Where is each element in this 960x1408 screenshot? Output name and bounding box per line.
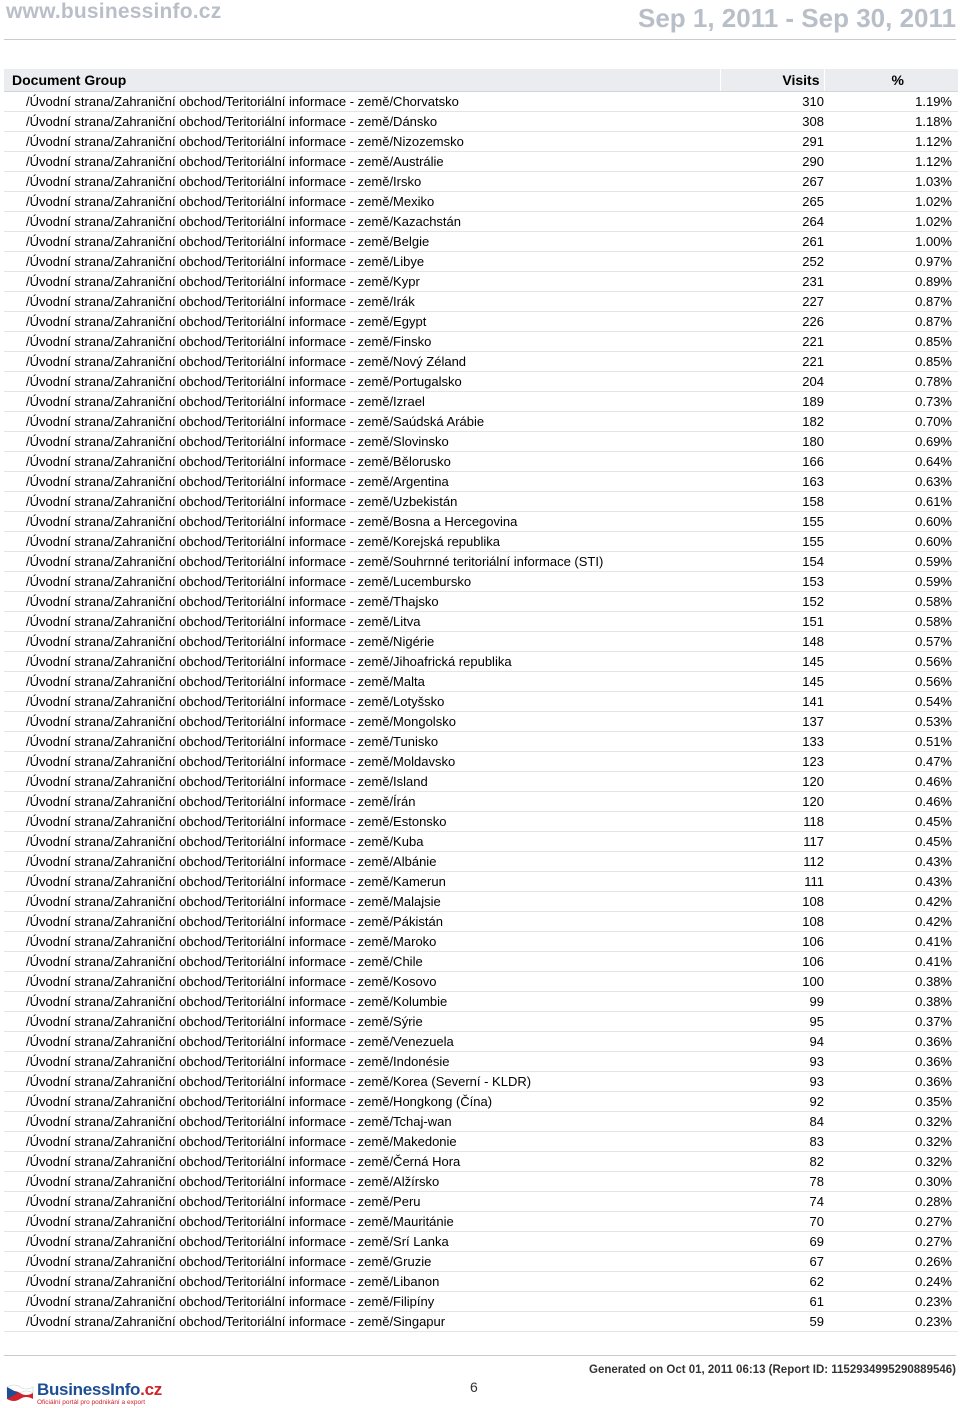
visits-cell: 62 xyxy=(720,1272,824,1292)
document-group-cell: /Úvodní strana/Zahraniční obchod/Teritoriální informace - země/Saúdská Arábie xyxy=(4,412,720,432)
document-group-cell: /Úvodní strana/Zahraniční obchod/Teritoriální informace - země/Makedonie xyxy=(4,1132,720,1152)
visits-cell: 111 xyxy=(720,872,824,892)
visits-cell: 106 xyxy=(720,952,824,972)
table-row xyxy=(4,832,958,852)
visits-cell: 155 xyxy=(720,512,824,532)
table-row xyxy=(4,412,958,432)
percent-cell: 0.45% xyxy=(824,812,958,832)
table-row xyxy=(4,272,958,292)
percent-cell: 0.70% xyxy=(824,412,958,432)
table-row xyxy=(4,312,958,332)
document-group-cell: /Úvodní strana/Zahraniční obchod/Teritoriální informace - země/Pákistán xyxy=(4,912,720,932)
document-group-cell: /Úvodní strana/Zahraniční obchod/Teritoriální informace - země/Litva xyxy=(4,612,720,632)
visits-cell: 264 xyxy=(720,212,824,232)
visits-cell: 145 xyxy=(720,672,824,692)
document-group-cell: /Úvodní strana/Zahraniční obchod/Teritoriální informace - země/Tchaj-wan xyxy=(4,1112,720,1132)
table-row xyxy=(4,1192,958,1212)
visits-cell: 118 xyxy=(720,812,824,832)
percent-cell: 0.59% xyxy=(824,552,958,572)
percent-cell: 0.64% xyxy=(824,452,958,472)
table-row xyxy=(4,572,958,592)
document-group-cell: /Úvodní strana/Zahraniční obchod/Teritoriální informace - země/Moldavsko xyxy=(4,752,720,772)
percent-cell: 0.51% xyxy=(824,732,958,752)
visits-cell: 92 xyxy=(720,1092,824,1112)
percent-cell: 0.23% xyxy=(824,1292,958,1312)
table-row xyxy=(4,172,958,192)
percent-cell: 1.02% xyxy=(824,192,958,212)
visits-cell: 120 xyxy=(720,792,824,812)
table-header-row xyxy=(4,69,958,92)
visits-cell: 204 xyxy=(720,372,824,392)
percent-cell: 1.19% xyxy=(824,92,958,112)
logo-name: BusinessInfo xyxy=(37,1380,141,1399)
percent-cell: 0.78% xyxy=(824,372,958,392)
document-group-cell: /Úvodní strana/Zahraniční obchod/Teritoriální informace - země/Singapur xyxy=(4,1312,720,1332)
document-group-cell: /Úvodní strana/Zahraniční obchod/Teritoriální informace - země/Kamerun xyxy=(4,872,720,892)
table-body xyxy=(4,92,958,1332)
visits-cell: 84 xyxy=(720,1112,824,1132)
document-group-cell: /Úvodní strana/Zahraniční obchod/Teritoriální informace - země/Kuba xyxy=(4,832,720,852)
table-row xyxy=(4,792,958,812)
document-group-cell: /Úvodní strana/Zahraniční obchod/Teritoriální informace - země/Venezuela xyxy=(4,1032,720,1052)
percent-cell: 0.35% xyxy=(824,1092,958,1112)
visits-cell: 141 xyxy=(720,692,824,712)
document-group-cell: /Úvodní strana/Zahraniční obchod/Teritoriální informace - země/Mongolsko xyxy=(4,712,720,732)
visits-cell: 182 xyxy=(720,412,824,432)
percent-cell: 1.12% xyxy=(824,152,958,172)
percent-cell: 0.63% xyxy=(824,472,958,492)
table-row xyxy=(4,892,958,912)
businessinfo-logo xyxy=(6,1377,162,1407)
percent-cell: 0.36% xyxy=(824,1032,958,1052)
visits-cell: 221 xyxy=(720,332,824,352)
document-group-cell: /Úvodní strana/Zahraniční obchod/Teritoriální informace - země/Kolumbie xyxy=(4,992,720,1012)
table-row xyxy=(4,212,958,232)
document-group-cell: /Úvodní strana/Zahraniční obchod/Teritoriální informace - země/Írán xyxy=(4,792,720,812)
visits-cell: 166 xyxy=(720,452,824,472)
table-row xyxy=(4,712,958,732)
table-row xyxy=(4,672,958,692)
table-row xyxy=(4,932,958,952)
document-group-cell: /Úvodní strana/Zahraniční obchod/Teritoriální informace - země/Jihoafrická republika xyxy=(4,652,720,672)
percent-cell: 0.54% xyxy=(824,692,958,712)
visits-cell: 151 xyxy=(720,612,824,632)
table-row xyxy=(4,512,958,532)
visits-cell: 158 xyxy=(720,492,824,512)
visits-cell: 108 xyxy=(720,912,824,932)
visits-cell: 69 xyxy=(720,1232,824,1252)
visits-cell: 261 xyxy=(720,232,824,252)
visits-cell: 154 xyxy=(720,552,824,572)
table-row xyxy=(4,1072,958,1092)
document-group-cell: /Úvodní strana/Zahraniční obchod/Teritoriální informace - země/Thajsko xyxy=(4,592,720,612)
table-row xyxy=(4,152,958,172)
document-group-cell: /Úvodní strana/Zahraniční obchod/Teritoriální informace - země/Irák xyxy=(4,292,720,312)
table-row xyxy=(4,1152,958,1172)
percent-cell: 1.00% xyxy=(824,232,958,252)
table-row xyxy=(4,1132,958,1152)
report-header xyxy=(0,0,960,36)
document-group-cell: /Úvodní strana/Zahraniční obchod/Teritoriální informace - země/Estonsko xyxy=(4,812,720,832)
percent-cell: 0.58% xyxy=(824,612,958,632)
visits-cell: 148 xyxy=(720,632,824,652)
visits-cell: 145 xyxy=(720,652,824,672)
document-group-cell: /Úvodní strana/Zahraniční obchod/Teritoriální informace - země/Nový Zéland xyxy=(4,352,720,372)
table-row xyxy=(4,592,958,612)
table-row xyxy=(4,92,958,112)
percent-cell: 0.56% xyxy=(824,672,958,692)
visits-cell: 152 xyxy=(720,592,824,612)
table-row xyxy=(4,1052,958,1072)
visits-cell: 74 xyxy=(720,1192,824,1212)
percent-cell: 0.42% xyxy=(824,892,958,912)
visits-cell: 227 xyxy=(720,292,824,312)
percent-cell: 0.85% xyxy=(824,352,958,372)
table-row xyxy=(4,132,958,152)
document-group-cell: /Úvodní strana/Zahraniční obchod/Teritoriální informace - země/Chorvatsko xyxy=(4,92,720,112)
document-group-cell: /Úvodní strana/Zahraniční obchod/Teritoriální informace - země/Korejská republika xyxy=(4,532,720,552)
percent-cell: 0.56% xyxy=(824,652,958,672)
visits-cell: 59 xyxy=(720,1312,824,1332)
percent-cell: 0.46% xyxy=(824,792,958,812)
table-row xyxy=(4,1012,958,1032)
table-row xyxy=(4,812,958,832)
percent-cell: 0.36% xyxy=(824,1072,958,1092)
visits-cell: 67 xyxy=(720,1252,824,1272)
document-group-cell: /Úvodní strana/Zahraniční obchod/Teritoriální informace - země/Chile xyxy=(4,952,720,972)
percent-cell: 0.60% xyxy=(824,532,958,552)
document-group-cell: /Úvodní strana/Zahraniční obchod/Teritoriální informace - země/Mauritánie xyxy=(4,1212,720,1232)
document-group-cell: /Úvodní strana/Zahraniční obchod/Teritoriální informace - země/Malta xyxy=(4,672,720,692)
table-row xyxy=(4,452,958,472)
document-group-cell: /Úvodní strana/Zahraniční obchod/Teritoriální informace - země/Slovinsko xyxy=(4,432,720,452)
percent-cell: 0.53% xyxy=(824,712,958,732)
column-header-visits: Visits xyxy=(720,69,824,92)
percent-cell: 0.23% xyxy=(824,1312,958,1332)
document-group-cell: /Úvodní strana/Zahraniční obchod/Teritoriální informace - země/Malajsie xyxy=(4,892,720,912)
table-row xyxy=(4,352,958,372)
table-row xyxy=(4,192,958,212)
document-group-cell: /Úvodní strana/Zahraniční obchod/Teritoriální informace - země/Argentina xyxy=(4,472,720,492)
visits-cell: 94 xyxy=(720,1032,824,1052)
table-row xyxy=(4,492,958,512)
visits-cell: 70 xyxy=(720,1212,824,1232)
document-group-cell: /Úvodní strana/Zahraniční obchod/Teritoriální informace - země/Island xyxy=(4,772,720,792)
table-row xyxy=(4,432,958,452)
table-row xyxy=(4,232,958,252)
percent-cell: 0.97% xyxy=(824,252,958,272)
document-group-cell: /Úvodní strana/Zahraniční obchod/Teritoriální informace - země/Nizozemsko xyxy=(4,132,720,152)
document-group-table xyxy=(4,69,958,1332)
percent-cell: 0.32% xyxy=(824,1152,958,1172)
percent-cell: 0.42% xyxy=(824,912,958,932)
visits-cell: 153 xyxy=(720,572,824,592)
percent-cell: 0.60% xyxy=(824,512,958,532)
document-group-cell: /Úvodní strana/Zahraniční obchod/Teritoriální informace - země/Irsko xyxy=(4,172,720,192)
document-group-cell: /Úvodní strana/Zahraniční obchod/Teritoriální informace - země/Portugalsko xyxy=(4,372,720,392)
document-group-cell: /Úvodní strana/Zahraniční obchod/Teritoriální informace - země/Lotyšsko xyxy=(4,692,720,712)
document-group-cell: /Úvodní strana/Zahraniční obchod/Teritoriální informace - země/Egypt xyxy=(4,312,720,332)
document-group-cell: /Úvodní strana/Zahraniční obchod/Teritoriální informace - země/Maroko xyxy=(4,932,720,952)
percent-cell: 0.61% xyxy=(824,492,958,512)
percent-cell: 0.43% xyxy=(824,872,958,892)
visits-cell: 226 xyxy=(720,312,824,332)
percent-cell: 0.38% xyxy=(824,972,958,992)
document-group-cell: /Úvodní strana/Zahraniční obchod/Teritoriální informace - země/Austrálie xyxy=(4,152,720,172)
percent-cell: 0.89% xyxy=(824,272,958,292)
document-group-cell: /Úvodní strana/Zahraniční obchod/Teritoriální informace - země/Černá Hora xyxy=(4,1152,720,1172)
document-group-cell: /Úvodní strana/Zahraniční obchod/Teritoriální informace - země/Bosna a Hercegovina xyxy=(4,512,720,532)
percent-cell: 0.41% xyxy=(824,952,958,972)
table-row xyxy=(4,532,958,552)
date-range: Sep 1, 2011 - Sep 30, 2011 xyxy=(637,3,956,33)
column-header-percent: % xyxy=(824,69,958,92)
visits-cell: 100 xyxy=(720,972,824,992)
header-divider xyxy=(4,39,956,40)
percent-cell: 0.57% xyxy=(824,632,958,652)
percent-cell: 0.30% xyxy=(824,1172,958,1192)
table-row xyxy=(4,392,958,412)
visits-cell: 120 xyxy=(720,772,824,792)
page-number: 6 xyxy=(470,1379,478,1395)
percent-cell: 0.47% xyxy=(824,752,958,772)
percent-cell: 0.38% xyxy=(824,992,958,1012)
table-row xyxy=(4,1212,958,1232)
table-row xyxy=(4,112,958,132)
document-group-cell: /Úvodní strana/Zahraniční obchod/Teritoriální informace - země/Gruzie xyxy=(4,1252,720,1272)
percent-cell: 0.87% xyxy=(824,312,958,332)
visits-cell: 93 xyxy=(720,1072,824,1092)
table-row xyxy=(4,772,958,792)
visits-cell: 99 xyxy=(720,992,824,1012)
percent-cell: 0.32% xyxy=(824,1132,958,1152)
visits-cell: 82 xyxy=(720,1152,824,1172)
percent-cell: 0.73% xyxy=(824,392,958,412)
visits-cell: 308 xyxy=(720,112,824,132)
table-row xyxy=(4,972,958,992)
site-url: www.businessinfo.cz xyxy=(6,0,222,23)
table-row xyxy=(4,652,958,672)
document-group-cell: /Úvodní strana/Zahraniční obchod/Teritoriální informace - země/Izrael xyxy=(4,392,720,412)
table-row xyxy=(4,612,958,632)
visits-cell: 117 xyxy=(720,832,824,852)
table-row xyxy=(4,252,958,272)
visits-cell: 133 xyxy=(720,732,824,752)
table-row xyxy=(4,952,958,972)
table-row xyxy=(4,1092,958,1112)
document-group-cell: /Úvodní strana/Zahraniční obchod/Teritoriální informace - země/Finsko xyxy=(4,332,720,352)
table-row xyxy=(4,1312,958,1332)
table-row xyxy=(4,1232,958,1252)
percent-cell: 0.27% xyxy=(824,1212,958,1232)
table-row xyxy=(4,1112,958,1132)
document-group-cell: /Úvodní strana/Zahraniční obchod/Teritoriální informace - země/Hongkong (Čína) xyxy=(4,1092,720,1112)
document-group-cell: /Úvodní strana/Zahraniční obchod/Teritoriální informace - země/Dánsko xyxy=(4,112,720,132)
document-group-cell: /Úvodní strana/Zahraniční obchod/Teritoriální informace - země/Libanon xyxy=(4,1272,720,1292)
visits-cell: 95 xyxy=(720,1012,824,1032)
visits-cell: 83 xyxy=(720,1132,824,1152)
percent-cell: 1.02% xyxy=(824,212,958,232)
visits-cell: 252 xyxy=(720,252,824,272)
document-group-cell: /Úvodní strana/Zahraniční obchod/Teritoriální informace - země/Bělorusko xyxy=(4,452,720,472)
visits-cell: 267 xyxy=(720,172,824,192)
document-group-cell: /Úvodní strana/Zahraniční obchod/Teritoriální informace - země/Alžírsko xyxy=(4,1172,720,1192)
document-group-cell: /Úvodní strana/Zahraniční obchod/Teritoriální informace - země/Korea (Severní - KLDR) xyxy=(4,1072,720,1092)
visits-cell: 291 xyxy=(720,132,824,152)
document-group-cell: /Úvodní strana/Zahraniční obchod/Teritoriální informace - země/Lucembursko xyxy=(4,572,720,592)
visits-cell: 137 xyxy=(720,712,824,732)
percent-cell: 1.12% xyxy=(824,132,958,152)
table-row xyxy=(4,1292,958,1312)
visits-cell: 265 xyxy=(720,192,824,212)
table-row xyxy=(4,1252,958,1272)
percent-cell: 1.03% xyxy=(824,172,958,192)
visits-cell: 78 xyxy=(720,1172,824,1192)
visits-cell: 93 xyxy=(720,1052,824,1072)
visits-cell: 231 xyxy=(720,272,824,292)
document-group-cell: /Úvodní strana/Zahraniční obchod/Teritoriální informace - země/Albánie xyxy=(4,852,720,872)
document-group-cell: /Úvodní strana/Zahraniční obchod/Teritoriální informace - země/Belgie xyxy=(4,232,720,252)
visits-cell: 290 xyxy=(720,152,824,172)
visits-cell: 310 xyxy=(720,92,824,112)
table-row xyxy=(4,692,958,712)
table-row xyxy=(4,1172,958,1192)
percent-cell: 0.27% xyxy=(824,1232,958,1252)
percent-cell: 0.87% xyxy=(824,292,958,312)
document-group-cell: /Úvodní strana/Zahraniční obchod/Teritoriální informace - země/Tunisko xyxy=(4,732,720,752)
percent-cell: 0.28% xyxy=(824,1192,958,1212)
table-row xyxy=(4,1272,958,1292)
table-row xyxy=(4,552,958,572)
document-group-cell: /Úvodní strana/Zahraniční obchod/Teritoriální informace - země/Kypr xyxy=(4,272,720,292)
table-row xyxy=(4,472,958,492)
percent-cell: 0.41% xyxy=(824,932,958,952)
document-group-cell: /Úvodní strana/Zahraniční obchod/Teritoriální informace - země/Libye xyxy=(4,252,720,272)
document-group-cell: /Úvodní strana/Zahraniční obchod/Teritoriální informace - země/Uzbekistán xyxy=(4,492,720,512)
document-group-cell: /Úvodní strana/Zahraniční obchod/Teritoriální informace - země/Peru xyxy=(4,1192,720,1212)
table-row xyxy=(4,852,958,872)
table-row xyxy=(4,992,958,1012)
document-group-cell: /Úvodní strana/Zahraniční obchod/Teritoriální informace - země/Sýrie xyxy=(4,1012,720,1032)
percent-cell: 0.37% xyxy=(824,1012,958,1032)
document-group-cell: /Úvodní strana/Zahraniční obchod/Teritoriální informace - země/Souhrnné teritoriální informace (STI) xyxy=(4,552,720,572)
percent-cell: 0.59% xyxy=(824,572,958,592)
table-row xyxy=(4,872,958,892)
visits-cell: 106 xyxy=(720,932,824,952)
visits-cell: 221 xyxy=(720,352,824,372)
percent-cell: 0.24% xyxy=(824,1272,958,1292)
document-group-cell: /Úvodní strana/Zahraniční obchod/Teritoriální informace - země/Filipíny xyxy=(4,1292,720,1312)
visits-cell: 163 xyxy=(720,472,824,492)
percent-cell: 0.26% xyxy=(824,1252,958,1272)
visits-cell: 155 xyxy=(720,532,824,552)
visits-cell: 112 xyxy=(720,852,824,872)
percent-cell: 0.58% xyxy=(824,592,958,612)
generated-note: Generated on Oct 01, 2011 06:13 (Report ID: 1152934995290889546) xyxy=(589,1364,956,1376)
visits-cell: 123 xyxy=(720,752,824,772)
percent-cell: 1.18% xyxy=(824,112,958,132)
table-row xyxy=(4,1032,958,1052)
percent-cell: 0.85% xyxy=(824,332,958,352)
visits-cell: 189 xyxy=(720,392,824,412)
flag-logo-icon xyxy=(6,1383,34,1403)
table-row xyxy=(4,292,958,312)
column-header-document-group: Document Group xyxy=(4,69,720,92)
percent-cell: 0.69% xyxy=(824,432,958,452)
percent-cell: 0.45% xyxy=(824,832,958,852)
percent-cell: 0.46% xyxy=(824,772,958,792)
table-row xyxy=(4,332,958,352)
logo-suffix: .cz xyxy=(140,1380,162,1399)
percent-cell: 0.36% xyxy=(824,1052,958,1072)
document-group-cell: /Úvodní strana/Zahraniční obchod/Teritoriální informace - země/Mexiko xyxy=(4,192,720,212)
visits-cell: 180 xyxy=(720,432,824,452)
document-group-cell: /Úvodní strana/Zahraniční obchod/Teritoriální informace - země/Indonésie xyxy=(4,1052,720,1072)
logo-tagline: Oficiální portál pro podnikání a export xyxy=(37,1399,146,1406)
percent-cell: 0.43% xyxy=(824,852,958,872)
document-group-cell: /Úvodní strana/Zahraniční obchod/Teritoriální informace - země/Kazachstán xyxy=(4,212,720,232)
footer-divider xyxy=(4,1355,956,1356)
table-row xyxy=(4,752,958,772)
document-group-cell: /Úvodní strana/Zahraniční obchod/Teritoriální informace - země/Kosovo xyxy=(4,972,720,992)
visits-cell: 108 xyxy=(720,892,824,912)
document-group-cell: /Úvodní strana/Zahraniční obchod/Teritoriální informace - země/Nigérie xyxy=(4,632,720,652)
visits-cell: 61 xyxy=(720,1292,824,1312)
table-row xyxy=(4,912,958,932)
document-group-cell: /Úvodní strana/Zahraniční obchod/Teritoriální informace - země/Srí Lanka xyxy=(4,1232,720,1252)
table-row xyxy=(4,372,958,392)
table-row xyxy=(4,732,958,752)
percent-cell: 0.32% xyxy=(824,1112,958,1132)
table-row xyxy=(4,632,958,652)
